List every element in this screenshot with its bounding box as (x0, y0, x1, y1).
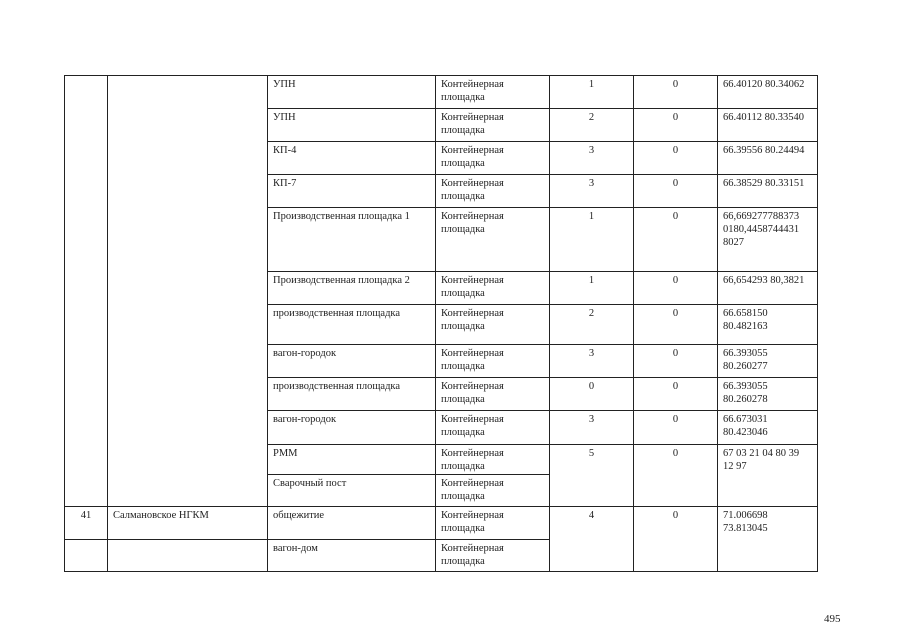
count-cell: 0 (550, 378, 634, 411)
site-cell: Контейнерная площадка (436, 272, 550, 305)
count-cell: 3 (550, 142, 634, 175)
coords-cell: 66.393055 80.260278 (718, 378, 818, 411)
site-cell: Контейнерная площадка (436, 540, 550, 572)
coords-cell: 66,669277788373 0180,4458744431 8027 (718, 208, 818, 272)
object-cell: УПН (268, 109, 436, 142)
zero-cell: 0 (634, 272, 718, 305)
object-cell: вагон-городок (268, 345, 436, 378)
count-cell: 3 (550, 345, 634, 378)
zero-cell: 0 (634, 411, 718, 445)
object-cell: Сварочный пост (268, 475, 436, 507)
count-cell: 1 (550, 76, 634, 109)
object-cell: производственная площадка (268, 305, 436, 345)
number-cell: 41 (65, 507, 108, 540)
zero-cell: 0 (634, 345, 718, 378)
page-number: 495 (824, 613, 841, 625)
coords-cell: 66.673031 80.423046 (718, 411, 818, 445)
coords-cell: 67 03 21 04 80 39 12 97 (718, 445, 818, 507)
count-cell: 1 (550, 272, 634, 305)
coords-cell: 66.393055 80.260277 (718, 345, 818, 378)
site-cell: Контейнерная площадка (436, 345, 550, 378)
count-cell: 1 (550, 208, 634, 272)
table-row (65, 76, 818, 109)
coords-cell: 66.40112 80.33540 (718, 109, 818, 142)
number-cell (65, 76, 108, 507)
object-cell: КП-4 (268, 142, 436, 175)
count-cell: 4 (550, 507, 634, 572)
zero-cell: 0 (634, 109, 718, 142)
site-cell: Контейнерная площадка (436, 76, 550, 109)
object-cell: УПН (268, 76, 436, 109)
object-cell: РММ (268, 445, 436, 475)
count-cell: 3 (550, 411, 634, 445)
number-cell (65, 540, 108, 572)
zero-cell: 0 (634, 305, 718, 345)
site-cell: Контейнерная площадка (436, 378, 550, 411)
object-cell: производственная площадка (268, 378, 436, 411)
site-cell: Контейнерная площадка (436, 109, 550, 142)
count-cell: 2 (550, 305, 634, 345)
zero-cell: 0 (634, 378, 718, 411)
site-cell: Контейнерная площадка (436, 305, 550, 345)
count-cell: 2 (550, 109, 634, 142)
field-cell (108, 540, 268, 572)
site-cell: Контейнерная площадка (436, 208, 550, 272)
count-cell: 5 (550, 445, 634, 507)
coords-cell: 66.40120 80.34062 (718, 76, 818, 109)
count-cell: 3 (550, 175, 634, 208)
zero-cell: 0 (634, 76, 718, 109)
table-row (65, 507, 818, 540)
coords-cell: 71.006698 73.813045 (718, 507, 818, 572)
coords-cell: 66,654293 80,3821 (718, 272, 818, 305)
zero-cell: 0 (634, 445, 718, 507)
coords-cell: 66.38529 80.33151 (718, 175, 818, 208)
zero-cell: 0 (634, 142, 718, 175)
site-cell: Контейнерная площадка (436, 175, 550, 208)
object-cell: вагон-городок (268, 411, 436, 445)
object-cell: общежитие (268, 507, 436, 540)
zero-cell: 0 (634, 208, 718, 272)
registry-table (64, 75, 818, 572)
object-cell: Производственная площадка 1 (268, 208, 436, 272)
site-cell: Контейнерная площадка (436, 475, 550, 507)
field-cell (108, 76, 268, 507)
object-cell: КП-7 (268, 175, 436, 208)
field-cell: Салмановское НГКМ (108, 507, 268, 540)
site-cell: Контейнерная площадка (436, 507, 550, 540)
coords-cell: 66.39556 80.24494 (718, 142, 818, 175)
zero-cell: 0 (634, 175, 718, 208)
site-cell: Контейнерная площадка (436, 411, 550, 445)
zero-cell: 0 (634, 507, 718, 572)
site-cell: Контейнерная площадка (436, 142, 550, 175)
object-cell: вагон-дом (268, 540, 436, 572)
site-cell: Контейнерная площадка (436, 445, 550, 475)
object-cell: Производственная площадка 2 (268, 272, 436, 305)
coords-cell: 66.658150 80.482163 (718, 305, 818, 345)
